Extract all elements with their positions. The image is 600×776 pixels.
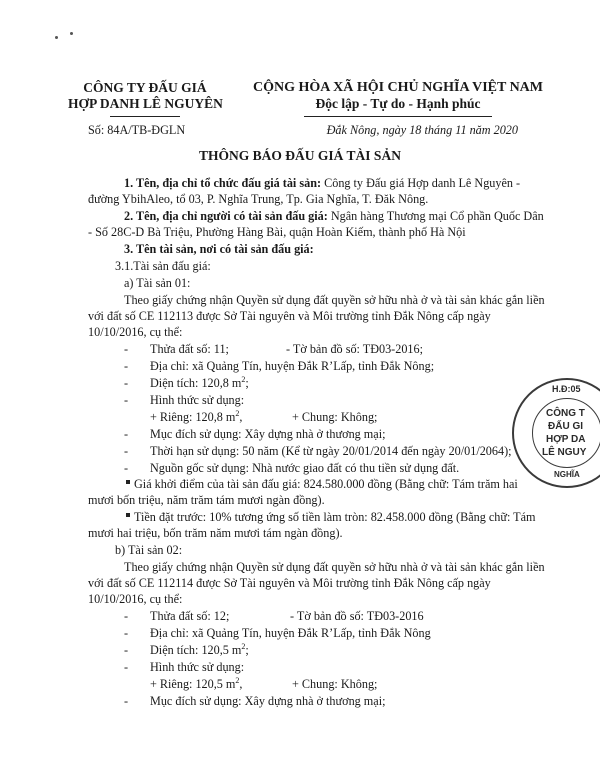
asset-a-area-text: Diện tích: 120,8 m [150,376,242,390]
asset-b-usage-form: Hình thức sử dụng: [150,660,245,674]
bullet-dash: - [124,342,129,356]
section1-line1 [124,175,520,191]
bullet-dash: - [124,694,129,708]
bullet-dash: - [124,660,129,674]
asset-a-area [150,375,249,391]
asset-a-purpose: Mục đích sử dụng: Xây dựng nhà ở thương mại; [150,427,386,441]
section2-line1 [124,208,544,224]
seal-line1: CÔNG T [546,408,585,419]
document-title: THÔNG BÁO ĐẤU GIÁ TÀI SẢN [199,148,401,163]
nation-title: CỘNG HÒA XÃ HỘI CHỦ NGHĨA VIỆT NAM [252,80,543,95]
section1-line2: đường YbihAleo, tổ 03, P. Nghĩa Trung, Tp. Gia Nghĩa, T. Đăk Nông. [88,192,429,206]
area-unit-superscript: 2 [235,408,240,418]
area-unit-superscript: 2 [241,641,246,651]
asset-a-intro-line3: 10/10/2016, cụ thể: [88,325,183,339]
bullet-dash: - [124,609,129,623]
section1-text: Công ty Đấu giá Hợp danh Lê Nguyên - [321,176,521,190]
bullet-dash: - [124,461,129,475]
asset-b-map-sheet: - Tờ bản đồ số: TĐ03-2016 [290,609,424,623]
asset-a-address: Địa chỉ: xã Quảng Tín, huyện Đắk R’Lấp, tỉnh Đắk Nông; [150,359,435,373]
asset-b-shared: + Chung: Không; [292,677,378,691]
section3-sub: 3.1.Tài sản đấu giá: [115,259,211,273]
area-suffix: ; [245,643,249,657]
asset-b-label: b) Tài sản 02: [115,543,183,557]
asset-a-private [150,409,242,425]
asset-a-origin: Nguồn gốc sử dụng: Nhà nước giao đất có thu tiền sử dụng đất. [150,461,460,475]
section3-heading: 3. Tên tài sản, nơi có tài sản đấu giá: [124,242,314,256]
asset-b-purpose: Mục đích sử dụng: Xây dựng nhà ở thương mại; [150,694,386,708]
asset-a-shared: + Chung: Không; [292,410,378,424]
asset-b-private-text: + Riêng: 120,5 m [150,677,236,691]
asset-b-intro-line3: 10/10/2016, cụ thể: [88,592,183,606]
asset-b-intro-line2: với đất số CE 112114 được Sở Tài nguyên và Môi trường tỉnh Đắk Nông cấp ngày [88,576,491,590]
asset-b-intro-line1: Theo giấy chứng nhận Quyền sử dụng đất quyền sở hữu nhà ở và tài sản khác gắn liền [124,560,545,574]
bullet-dash: - [124,626,129,640]
asset-a-deposit-line2: mươi hai triệu, bốn trăm năm mươi tám ngàn đồng). [88,526,343,540]
asset-a-private-text: + Riêng: 120,8 m [150,410,236,424]
bullet-dash: - [124,376,129,390]
asset-b-private [150,676,242,692]
asset-b-parcel: Thửa đất số: 12; [150,609,230,623]
asset-a-intro-line1: Theo giấy chứng nhận Quyền sử dụng đất quyền sở hữu nhà ở và tài sản khác gắn liền [124,293,545,307]
section2-heading: 2. Tên, địa chỉ người có tài sản đấu giá: [124,209,328,223]
doc-number: Số: 84A/TB-ĐGLN [88,123,186,137]
bullet-dash: - [124,444,129,458]
bullet-square [126,480,130,484]
seal-ring-top: H.Đ:05 [552,384,581,394]
company-name-line2: HỢP DANH LÊ NGUYÊN [68,96,223,111]
company-name-line1: CÔNG TY ĐẤU GIÁ [83,80,207,95]
bullet-dash: - [124,643,129,657]
area-suffix: ; [245,376,249,390]
asset-a-parcel: Thửa đất số: 11; [150,342,229,356]
bullet-square [126,513,130,517]
seal-line4: LÊ NGUY [542,447,587,458]
asset-b-area [150,642,249,658]
asset-a-deposit-line1: Tiền đặt trước: 10% tương ứng số tiền làm tròn: 82.458.000 đồng (Bằng chữ: Tám [134,510,536,524]
asset-a-label: a) Tài sản 01: [124,276,191,290]
asset-a-price-line1: Giá khởi điểm của tài sản đấu giá: 824.580.000 đồng (Bằng chữ: Tám trăm hai [134,477,518,491]
asset-b-area-text: Diện tích: 120,5 m [150,643,242,657]
asset-a-intro-line2: với đất số CE 112113 được Sở Tài nguyên và Môi trường tỉnh Đắk Nông cấp ngày [88,309,491,323]
speck-mark [70,32,73,35]
section2-line2: - Số 28C-D Bà Triệu, Phường Hàng Bài, quận Hoàn Kiếm, thành phố Hà Nội [88,225,466,239]
speck-mark [55,36,58,39]
area-unit-superscript: 2 [235,675,240,685]
private-suffix: , [239,410,243,424]
bullet-dash: - [124,393,129,407]
section1-heading: 1. Tên, địa chỉ tổ chức đấu giá tài sản: [124,176,322,190]
asset-a-price-line2: mươi bốn triệu, năm trăm tám mươi ngàn đồng). [88,493,325,507]
asset-b-address: Địa chỉ: xã Quảng Tín, huyện Đắk R’Lấp, tỉnh Đắk Nông [150,626,431,640]
company-underline [110,116,180,117]
bullet-dash: - [124,359,129,373]
motto-underline [304,116,492,117]
seal-ring-bottom: NGHĨA [554,470,580,479]
asset-a-map-sheet: - Tờ bản đồ số: TĐ03-2016; [286,342,424,356]
bullet-dash: - [124,427,129,441]
section2-text: Ngân hàng Thương mại Cổ phần Quốc Dân [327,209,544,223]
asset-a-usage-form: Hình thức sử dụng: [150,393,245,407]
nation-motto: Độc lập - Tự do - Hạnh phúc [315,96,481,111]
seal-line2: ĐẤU GI [548,421,583,432]
seal-line3: HỢP DA [546,434,586,445]
private-suffix: , [239,677,243,691]
area-unit-superscript: 2 [241,374,246,384]
place-date: Đắk Nông, ngày 18 tháng 11 năm 2020 [326,123,518,137]
asset-a-duration: Thời hạn sử dụng: 50 năm (Kể từ ngày 20/01/2014 đến ngày 20/01/2064); [150,444,512,458]
